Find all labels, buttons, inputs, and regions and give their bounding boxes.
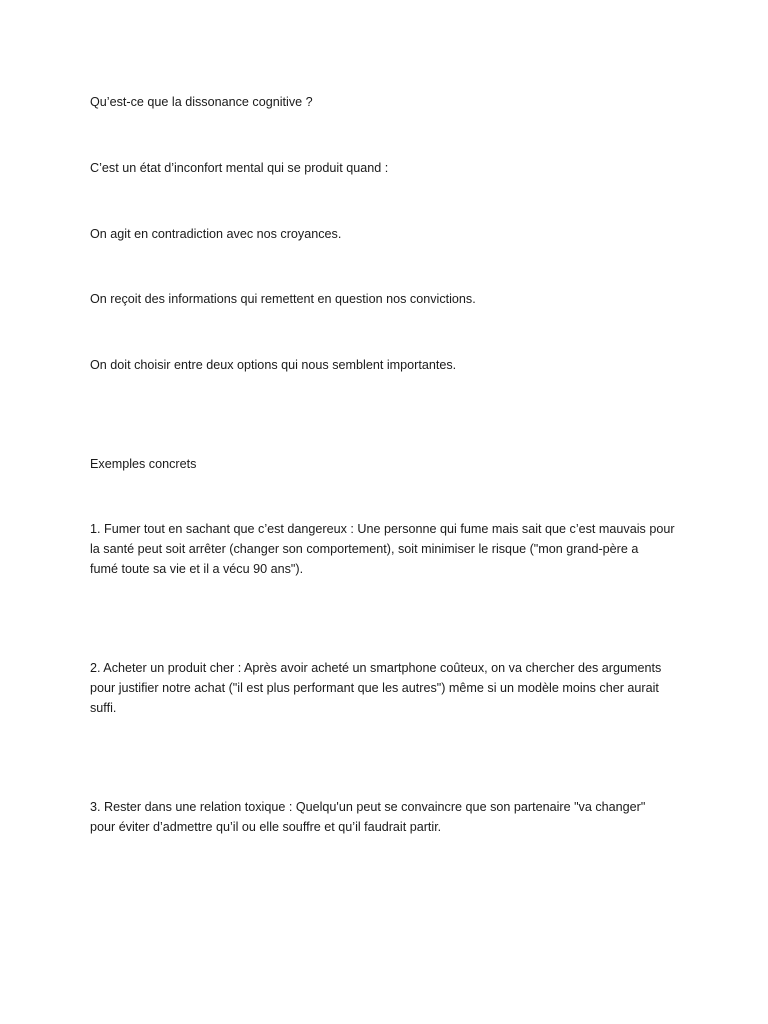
definition-intro: C’est un état d’inconfort mental qui se produit quand : — [90, 161, 389, 175]
example-2-line-1: 2. Acheter un produit cher : Après avoir acheté un smartphone coûteux, on va chercher des arguments — [90, 661, 662, 675]
example-3-line-1: 3. Rester dans une relation toxique : Quelqu'un peut se convaincre que son partenaire "va changer" — [90, 800, 646, 814]
example-1-line-3: fumé toute sa vie et il a vécu 90 ans"). — [90, 562, 304, 576]
case-item-2: On reçoit des informations qui remettent en question nos convictions. — [90, 292, 476, 306]
case-item-1: On agit en contradiction avec nos croyances. — [90, 227, 342, 241]
example-paragraph-3 — [90, 797, 690, 837]
example-2-line-2: pour justifier notre achat ("il est plus performant que les autres") même si un modèle moins cher aurait — [90, 681, 659, 695]
example-1-line-1: 1. Fumer tout en sachant que c’est dangereux : Une personne qui fume mais sait que c’est mauvais pour — [90, 522, 675, 536]
example-2-line-3: suffi. — [90, 701, 117, 715]
example-paragraph-2 — [90, 658, 690, 718]
case-item-3: On doit choisir entre deux options qui nous semblent importantes. — [90, 358, 457, 372]
examples-heading: Exemples concrets — [90, 457, 197, 471]
example-1-line-2: la santé peut soit arrêter (changer son comportement), soit minimiser le risque ("mon grand-père a — [90, 542, 639, 556]
example-paragraph-1 — [90, 519, 690, 579]
title-question: Qu’est-ce que la dissonance cognitive ? — [90, 95, 313, 109]
example-3-line-2: pour éviter d’admettre qu’il ou elle souffre et qu’il faudrait partir. — [90, 820, 442, 834]
